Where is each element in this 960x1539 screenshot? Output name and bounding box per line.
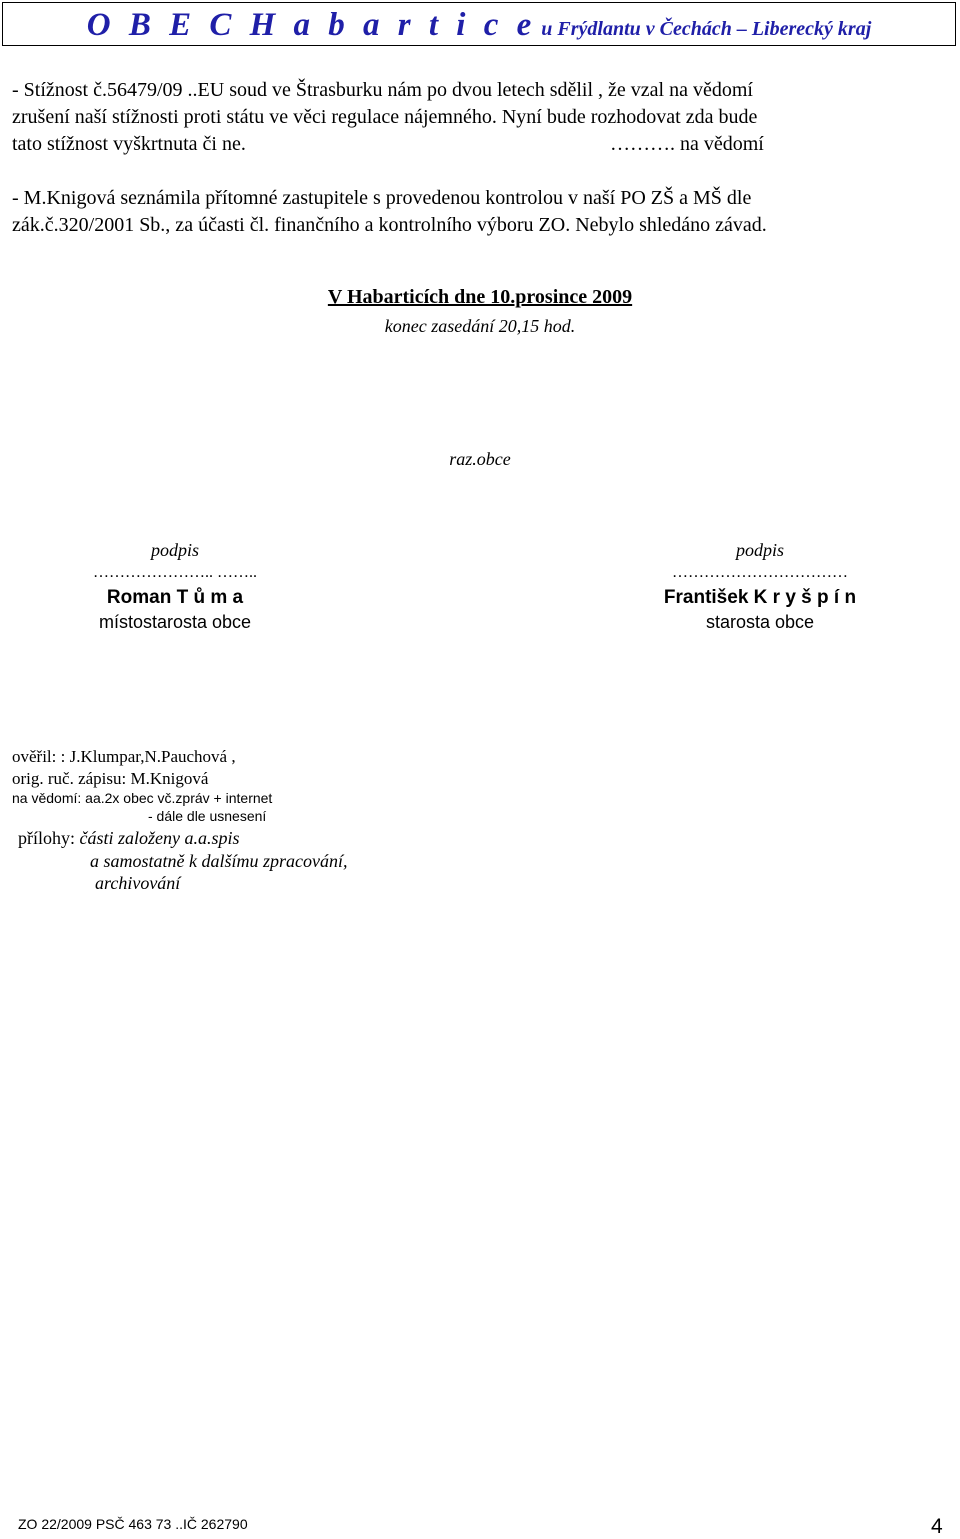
paragraph-1-line-3: tato stížnost vyškrtnuta či ne. — [12, 133, 246, 155]
meeting-end-time: konec zasedání 20,15 hod. — [384, 316, 576, 336]
signature-left-line: ………………….. …….. — [93, 564, 257, 581]
municipal-stamp-label: raz.obce — [449, 449, 511, 469]
signature-left-role: místostarosta obce — [98, 612, 252, 632]
attachments-line-2: a samostatně k dalšímu zpracování, — [90, 851, 348, 871]
distribution-further: - dále dle usnesení — [148, 808, 267, 824]
paragraph-2-line-2: zák.č.320/2001 Sb., za účasti čl. finančního a kontrolního výboru ZO. Nebylo shledáno závad. — [12, 214, 767, 236]
paragraph-1-note: ………. na vědomí — [610, 133, 764, 155]
signature-right-role: starosta obce — [705, 612, 815, 632]
verified-by: ověřil: : J.Klumpar,N.Pauchová , — [12, 747, 236, 766]
paragraph-2-line-1: - M.Knigová seznámila přítomné zastupitele s provedenou kontrolou v naší PO ZŠ a MŠ dle — [12, 187, 752, 209]
meeting-date: V Habarticích dne 10.prosince 2009 — [327, 286, 633, 308]
footer-identifiers: ZO 22/2009 PSČ 463 73 ..IČ 262790 — [18, 1516, 248, 1532]
signature-block-left — [40, 539, 310, 633]
attachments-label: přílohy: — [18, 828, 80, 848]
page-number: 4 — [931, 1515, 943, 1538]
signature-left-label: podpis — [150, 540, 199, 560]
attachments-line-3: archivování — [95, 873, 181, 893]
original-record: orig. ruč. zápisu: M.Knigová — [12, 769, 209, 788]
signature-block-right — [615, 539, 905, 633]
signature-right-line: …………………………… — [672, 564, 848, 581]
attachments — [18, 828, 240, 849]
attachments-line-1: části založeny a.a.spis — [79, 828, 240, 848]
header-subtitle: u Frýdlantu v Čechách – Liberecký kraj — [536, 18, 872, 40]
paragraph-1-line-1: - Stížnost č.56479/09 ..EU soud ve Štrasburku nám po dvou letech sdělil , že vzal na vědomí — [12, 79, 753, 101]
distribution-note: na vědomí: aa.2x obec vč.zpráv + internet — [12, 790, 273, 806]
paragraph-1-line-2: zrušení naší stížnosti proti státu ve věci regulace nájemného. Nyní bude rozhodovat zda bude — [12, 106, 758, 128]
document-header — [2, 2, 956, 46]
signature-right-name: František K r y š p í n — [663, 587, 857, 608]
signature-left-name: Roman T ů m a — [106, 587, 244, 608]
header-title: O B E C H a b a r t i c e — [86, 7, 537, 43]
signature-right-label: podpis — [735, 540, 784, 560]
